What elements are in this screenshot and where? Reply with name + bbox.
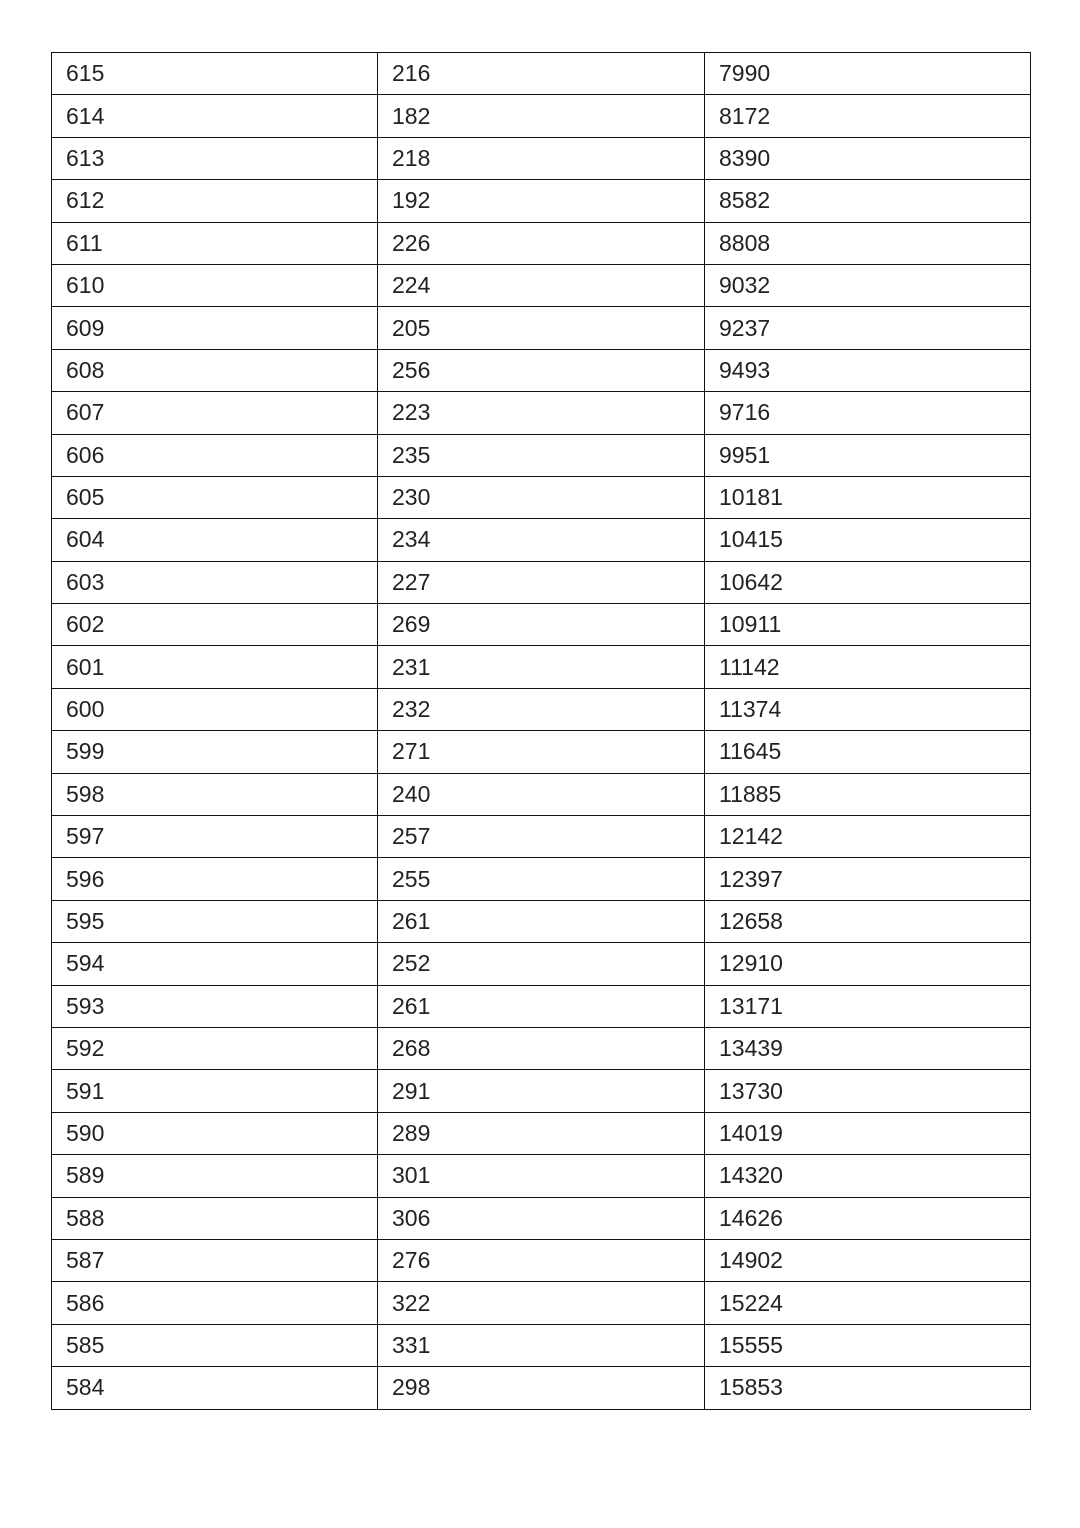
- table-cell: 598: [52, 773, 378, 815]
- table-cell: 298: [378, 1367, 705, 1409]
- table-cell: 594: [52, 943, 378, 985]
- table-cell: 256: [378, 349, 705, 391]
- table-cell: 15853: [705, 1367, 1031, 1409]
- table-cell: 13171: [705, 985, 1031, 1027]
- table-row: [52, 180, 1031, 222]
- table-cell: 291: [378, 1070, 705, 1112]
- table-cell: 591: [52, 1070, 378, 1112]
- table-cell: 192: [378, 180, 705, 222]
- table-cell: 605: [52, 476, 378, 518]
- table-cell: 14902: [705, 1239, 1031, 1281]
- table-row: [52, 1070, 1031, 1112]
- table-cell: 592: [52, 1027, 378, 1069]
- table-cell: 240: [378, 773, 705, 815]
- table-cell: 611: [52, 222, 378, 264]
- table-cell: 8808: [705, 222, 1031, 264]
- table-cell: 227: [378, 561, 705, 603]
- table-cell: 257: [378, 816, 705, 858]
- table-cell: 9951: [705, 434, 1031, 476]
- table-row: [52, 1155, 1031, 1197]
- table-cell: 586: [52, 1282, 378, 1324]
- table-cell: 590: [52, 1112, 378, 1154]
- table-cell: 261: [378, 985, 705, 1027]
- table-cell: 10415: [705, 519, 1031, 561]
- table-cell: 15224: [705, 1282, 1031, 1324]
- table-row: [52, 53, 1031, 95]
- table-row: [52, 1197, 1031, 1239]
- table-cell: 261: [378, 900, 705, 942]
- table-cell: 271: [378, 731, 705, 773]
- score-table: [51, 52, 1031, 1410]
- table-cell: 612: [52, 180, 378, 222]
- table-cell: 587: [52, 1239, 378, 1281]
- table-row: [52, 816, 1031, 858]
- table-cell: 10642: [705, 561, 1031, 603]
- table-cell: 609: [52, 307, 378, 349]
- table-row: [52, 604, 1031, 646]
- table-cell: 14626: [705, 1197, 1031, 1239]
- table-cell: 322: [378, 1282, 705, 1324]
- table-cell: 226: [378, 222, 705, 264]
- table-cell: 11142: [705, 646, 1031, 688]
- table-cell: 607: [52, 392, 378, 434]
- table-cell: 230: [378, 476, 705, 518]
- table-row: [52, 392, 1031, 434]
- table-cell: 603: [52, 561, 378, 603]
- table-cell: 8390: [705, 137, 1031, 179]
- table-cell: 606: [52, 434, 378, 476]
- table-cell: 13730: [705, 1070, 1031, 1112]
- table-cell: 600: [52, 688, 378, 730]
- table-cell: 10181: [705, 476, 1031, 518]
- table-cell: 218: [378, 137, 705, 179]
- table-row: [52, 349, 1031, 391]
- table-cell: 12142: [705, 816, 1031, 858]
- table-row: [52, 1112, 1031, 1154]
- table-row: [52, 1239, 1031, 1281]
- table-row: [52, 222, 1031, 264]
- table-cell: 10911: [705, 604, 1031, 646]
- table-cell: 235: [378, 434, 705, 476]
- table-cell: 14320: [705, 1155, 1031, 1197]
- table-cell: 604: [52, 519, 378, 561]
- table-row: [52, 1367, 1031, 1409]
- table-cell: 252: [378, 943, 705, 985]
- table-cell: 276: [378, 1239, 705, 1281]
- table-cell: 610: [52, 264, 378, 306]
- table-row: [52, 264, 1031, 306]
- table-cell: 9493: [705, 349, 1031, 391]
- table-cell: 306: [378, 1197, 705, 1239]
- table-cell: 205: [378, 307, 705, 349]
- table-body: [52, 53, 1031, 1410]
- table-cell: 593: [52, 985, 378, 1027]
- table-cell: 12910: [705, 943, 1031, 985]
- table-cell: 615: [52, 53, 378, 95]
- table-cell: 13439: [705, 1027, 1031, 1069]
- table-cell: 9237: [705, 307, 1031, 349]
- table-row: [52, 688, 1031, 730]
- table-cell: 588: [52, 1197, 378, 1239]
- table-cell: 268: [378, 1027, 705, 1069]
- table-cell: 614: [52, 95, 378, 137]
- table-row: [52, 943, 1031, 985]
- table-cell: 15555: [705, 1324, 1031, 1366]
- table-cell: 11645: [705, 731, 1031, 773]
- table-cell: 584: [52, 1367, 378, 1409]
- table-cell: 8172: [705, 95, 1031, 137]
- table-cell: 613: [52, 137, 378, 179]
- table-cell: 182: [378, 95, 705, 137]
- table-cell: 9032: [705, 264, 1031, 306]
- table-cell: 289: [378, 1112, 705, 1154]
- table-cell: 596: [52, 858, 378, 900]
- table-cell: 601: [52, 646, 378, 688]
- table-row: [52, 1324, 1031, 1366]
- table-cell: 599: [52, 731, 378, 773]
- table-cell: 224: [378, 264, 705, 306]
- table-row: [52, 1282, 1031, 1324]
- table-row: [52, 561, 1031, 603]
- table-cell: 14019: [705, 1112, 1031, 1154]
- table-cell: 602: [52, 604, 378, 646]
- table-cell: 589: [52, 1155, 378, 1197]
- table-cell: 234: [378, 519, 705, 561]
- table-cell: 232: [378, 688, 705, 730]
- table-row: [52, 646, 1031, 688]
- table-row: [52, 773, 1031, 815]
- table-row: [52, 307, 1031, 349]
- table-row: [52, 985, 1031, 1027]
- table-cell: 12397: [705, 858, 1031, 900]
- table-cell: 301: [378, 1155, 705, 1197]
- table-row: [52, 900, 1031, 942]
- table-row: [52, 519, 1031, 561]
- table-cell: 8582: [705, 180, 1031, 222]
- table-cell: 255: [378, 858, 705, 900]
- table-cell: 12658: [705, 900, 1031, 942]
- table-row: [52, 1027, 1031, 1069]
- table-cell: 11374: [705, 688, 1031, 730]
- table-cell: 216: [378, 53, 705, 95]
- table-row: [52, 731, 1031, 773]
- table-cell: 331: [378, 1324, 705, 1366]
- table-cell: 7990: [705, 53, 1031, 95]
- table-cell: 597: [52, 816, 378, 858]
- table-row: [52, 476, 1031, 518]
- table-cell: 269: [378, 604, 705, 646]
- table-cell: 608: [52, 349, 378, 391]
- table-row: [52, 95, 1031, 137]
- table-cell: 231: [378, 646, 705, 688]
- table-cell: 585: [52, 1324, 378, 1366]
- table-row: [52, 858, 1031, 900]
- table-row: [52, 434, 1031, 476]
- table-cell: 223: [378, 392, 705, 434]
- table-cell: 9716: [705, 392, 1031, 434]
- table-cell: 11885: [705, 773, 1031, 815]
- table-row: [52, 137, 1031, 179]
- table-cell: 595: [52, 900, 378, 942]
